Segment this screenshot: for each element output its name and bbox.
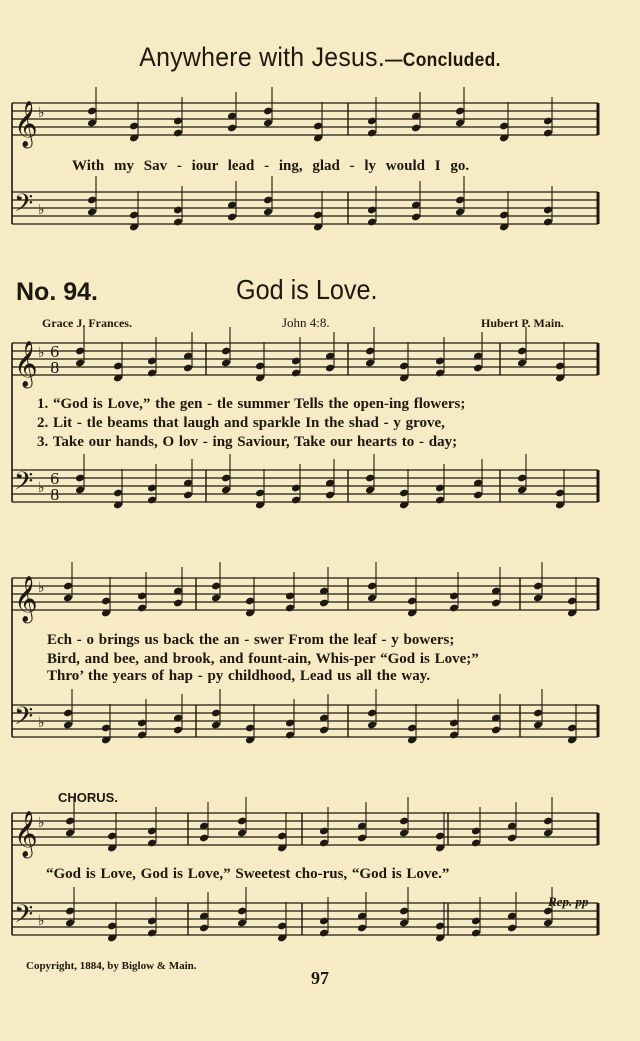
hymn-number: No. 94.	[16, 278, 98, 306]
title-text: Anywhere with Jesus.	[139, 42, 386, 72]
system-top-key-flat-bass: ♭	[38, 202, 45, 218]
system-1-treble-clef: 𝄞	[14, 341, 38, 387]
copyright-notice: Copyright, 1884, by Biglow & Main.	[26, 960, 197, 972]
verse-1-line-1: 1. “God is Love,” the gen - tle summer Tells the open-ing flowers;	[37, 396, 466, 412]
system-2-key-flat: ♭	[38, 580, 45, 596]
page-title	[26, 42, 615, 73]
system-2-key-flat-bass: ♭	[38, 715, 45, 731]
system-1-meter-top: 6	[50, 343, 60, 361]
system-1-key-flat-bass: ♭	[38, 480, 45, 496]
top-lyric: With my Sav - iour lead - ing, glad - ly would I go.	[72, 158, 470, 174]
system-top-key-flat: ♭	[38, 105, 45, 121]
system-top-bass-clef: 𝄢	[14, 189, 34, 224]
composer-credit: Hubert P. Main.	[481, 316, 564, 330]
verse-3-line-1: 3. Take our hands, O lov - ing Saviour, Take our hearts to - day;	[37, 434, 458, 450]
scripture-reference: John 4:8.	[282, 315, 330, 330]
system-2-treble-clef: 𝄞	[14, 576, 38, 622]
page-number: 97	[311, 968, 329, 988]
chorus-label: CHORUS.	[58, 790, 118, 805]
repeat-mark: Rep. pp	[548, 894, 589, 909]
system-top-treble-clef: 𝄞	[14, 101, 38, 147]
system-1-bass-clef: 𝄢	[14, 467, 34, 502]
verse-2-line-2: Bird, and bee, and brook, and fount-ain, Whis-per “God is Love;”	[47, 651, 479, 667]
title-concluded: —Concluded.	[385, 50, 501, 71]
system-1-meter-bass-top: 6	[50, 470, 60, 488]
verse-3-line-2: Thro’ the years of hap - py childhood, Lead us all the way.	[47, 668, 431, 684]
system-chorus-key-flat: ♭	[38, 815, 45, 831]
system-chorus-key-flat-bass: ♭	[38, 913, 45, 929]
system-2-bass-clef: 𝄢	[14, 702, 34, 737]
author-credit: Grace J. Frances.	[42, 316, 132, 330]
chorus-lyric: “God is Love, God is Love,” Sweetest cho-rus, “God is Love.”	[46, 866, 450, 882]
verse-2-line-1: 2. Lit - tle beams that laugh and sparkle In the shad - y grove,	[37, 415, 445, 431]
system-1-key-flat: ♭	[38, 345, 45, 361]
system-chorus-treble-clef: 𝄞	[14, 811, 38, 857]
system-chorus-bass-clef: 𝄢	[14, 900, 34, 935]
hymn-title: God is Love.	[236, 274, 378, 305]
verse-1-line-2: Ech - o brings us back the an - swer From the leaf - y bowers;	[47, 632, 455, 648]
system-1-meter-bass-bottom: 8	[50, 486, 60, 504]
system-1-meter-bottom: 8	[50, 359, 60, 377]
